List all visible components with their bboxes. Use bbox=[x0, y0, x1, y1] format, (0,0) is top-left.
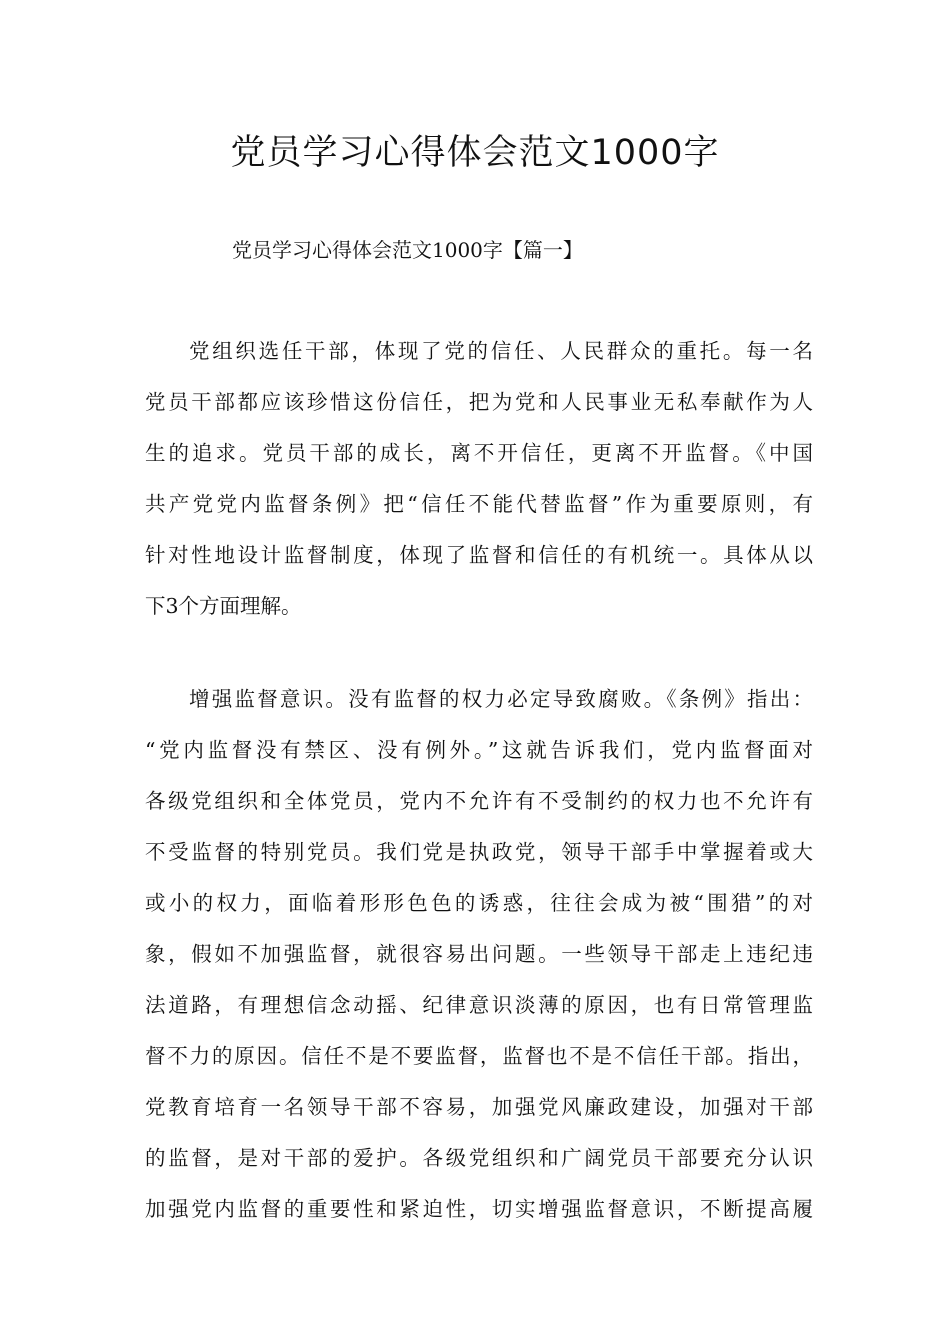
paragraph-line: 党员干部都应该珍惜这份信任，把为党和人民事业无私奉献作为人 bbox=[145, 390, 813, 414]
paragraph-line: 增强监督意识。没有监督的权力必定导致腐败。《条例》指出： bbox=[189, 687, 813, 711]
paragraph-line: 党组织选任干部，体现了党的信任、人民群众的重托。每一名 bbox=[189, 339, 813, 363]
paragraph-line: 法道路，有理想信念动摇、纪律意识淡薄的原因，也有日常管理监 bbox=[145, 993, 813, 1017]
paragraph-line: 各级党组织和全体党员，党内不允许有不受制约的权力也不允许有 bbox=[145, 789, 813, 813]
paragraph-line: 督不力的原因。信任不是不要监督，监督也不是不信任干部。指出， bbox=[145, 1044, 813, 1068]
paragraph-line: 或小的权力，面临着形形色色的诱惑，往往会成为被“围猎”的对 bbox=[145, 891, 813, 915]
paragraph-line: 加强党内监督的重要性和紧迫性，切实增强监督意识，不断提高履 bbox=[145, 1197, 813, 1221]
paragraph-line: 生的追求。党员干部的成长，离不开信任，更离不开监督。《中国 bbox=[145, 441, 813, 465]
paragraph-line: 党教育培育一名领导干部不容易，加强党风廉政建设，加强对干部 bbox=[145, 1095, 813, 1119]
document-title: 党员学习心得体会范文1000字 bbox=[230, 133, 720, 173]
paragraph-line: 针对性地设计监督制度，体现了监督和信任的有机统一。具体从以 bbox=[145, 543, 813, 567]
paragraph-2 bbox=[145, 674, 813, 1235]
paragraph-line: 的监督，是对干部的爱护。各级党组织和广阔党员干部要充分认识 bbox=[145, 1146, 813, 1170]
paragraph-1 bbox=[145, 326, 813, 632]
section-heading: 党员学习心得体会范文1000字【篇一】 bbox=[232, 238, 583, 262]
paragraph-line: 共产党党内监督条例》把“信任不能代替监督”作为重要原则，有 bbox=[145, 492, 813, 516]
paragraph-line: 下3个方面理解。 bbox=[145, 594, 302, 618]
paragraph-line: “党内监督没有禁区、没有例外。”这就告诉我们，党内监督面对 bbox=[145, 738, 813, 762]
paragraph-line: 象，假如不加强监督，就很容易出问题。一些领导干部走上违纪违 bbox=[145, 942, 813, 966]
paragraph-line: 不受监督的特别党员。我们党是执政党，领导干部手中掌握着或大 bbox=[145, 840, 813, 864]
